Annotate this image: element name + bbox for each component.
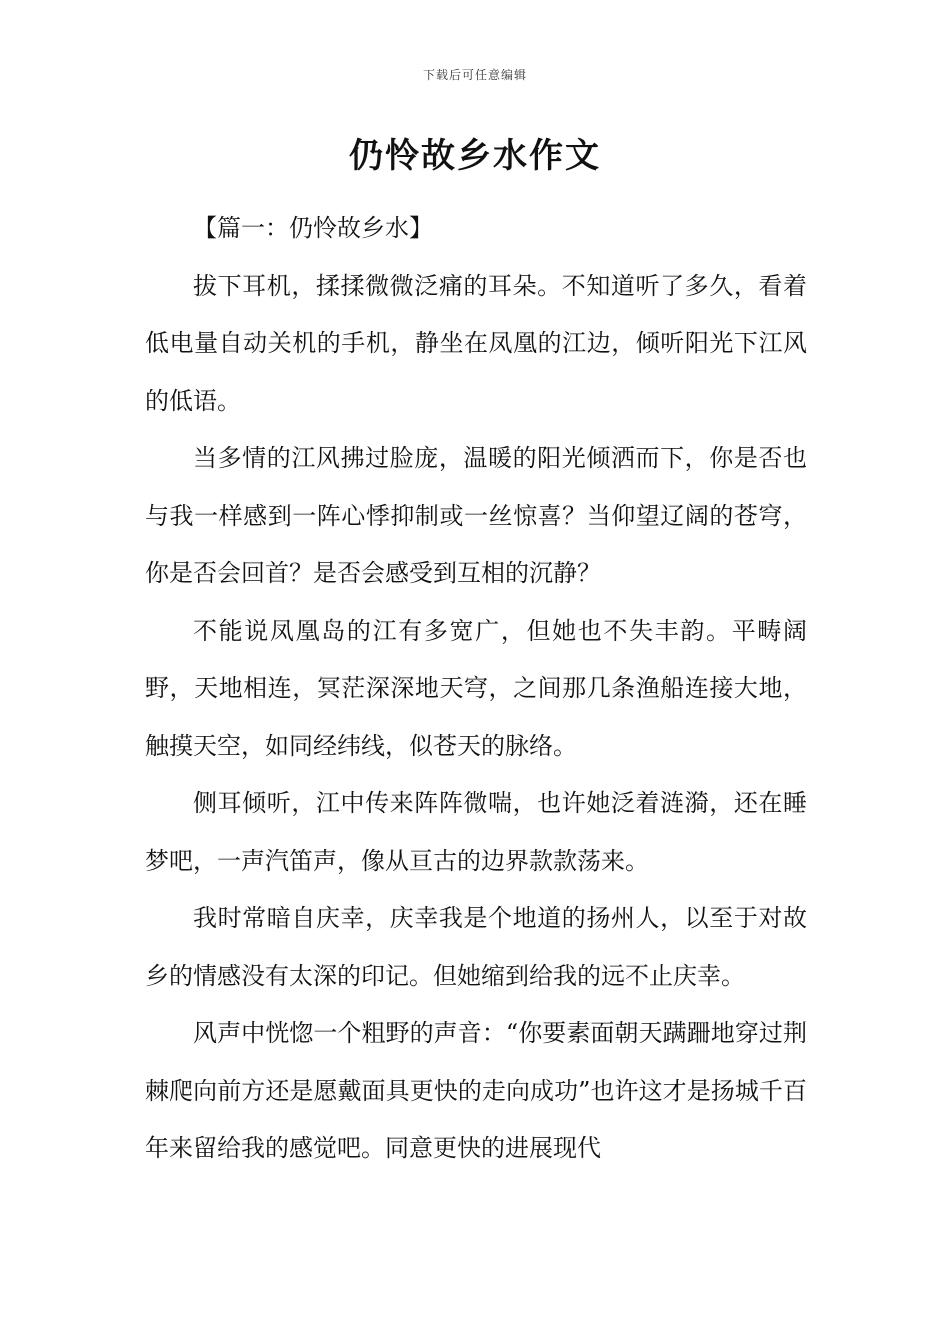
paragraph-3: 不能说凤凰岛的江有多宽广，但她也不失丰韵。平畴阔野，天地相连，冥茫深深地天穹，之间那几条渔船连接大地，触摸天空，如同经纬线，似苍天的脉络。 <box>145 616 807 760</box>
paragraph-6: 风声中恍惚一个粗野的声音：“你要素面朝天蹒跚地穿过荆棘爬向前方还是愿戴面具更快的走向成功”也许这才是扬城千百年来留给我的感觉吧。同意更快的进展现代 <box>145 1019 807 1162</box>
header-note: 下载后可任意编辑 <box>422 68 527 82</box>
document-body <box>145 200 807 1178</box>
paragraph-4: 侧耳倾听，江中传来阵阵微喘，也许她泛着涟漪，还在睡梦吧，一声汽笛声，像从亘古的边界款款荡来。 <box>145 789 807 875</box>
paragraph-5: 我时常暗自庆幸，庆幸我是个地道的扬州人，以至于对故乡的情感没有太深的印记。但她缩到给我的远不止庆幸。 <box>145 904 807 990</box>
document-title: 仍怜故乡水作文 <box>349 136 601 176</box>
paragraph-1: 拔下耳机，揉揉微微泛痛的耳朵。不知道听了多久，看着低电量自动关机的手机，静坐在凤凰的江边，倾听阳光下江风的低语。 <box>145 271 807 415</box>
paragraph-2: 当多情的江风拂过脸庞，温暖的阳光倾洒而下，你是否也与我一样感到一阵心悸抑制或一丝惊喜？当仰望辽阔的苍穹，你是否会回首？是否会感受到互相的沉静？ <box>145 444 807 587</box>
section-heading: 【篇一：仍怜故乡水】 <box>193 214 433 242</box>
